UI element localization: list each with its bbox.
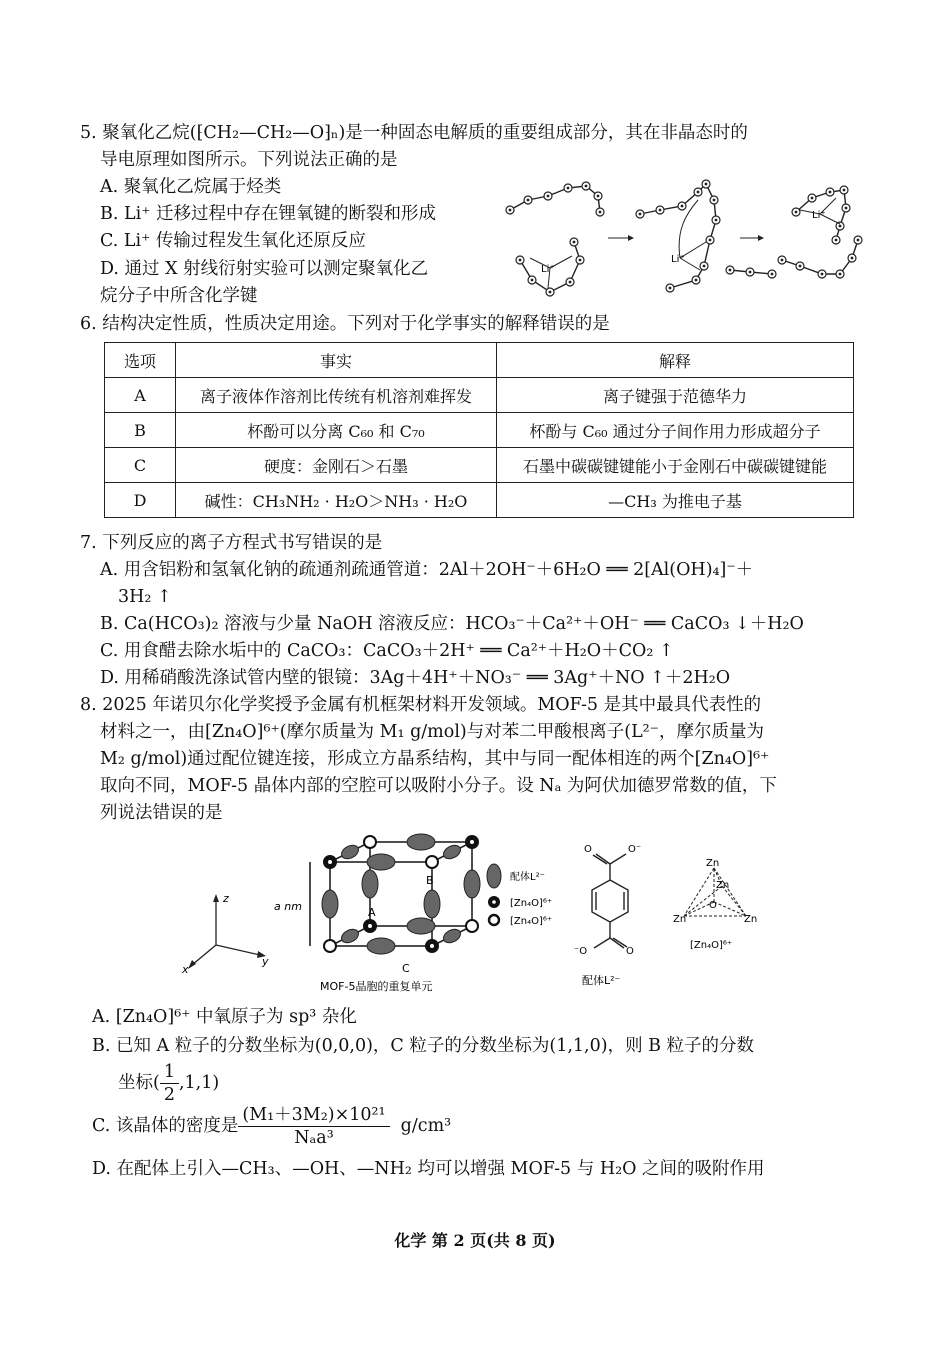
q8-option-b-prefix: 坐标( [118,1073,160,1093]
cell-option: A [105,378,176,413]
point-c-label: C [402,962,410,975]
edge-length-label: a nm [274,900,302,913]
page-footer: 化学 第 2 页(共 8 页) [394,1231,556,1250]
q8-stem-line4: 取向不同，MOF-5 晶体内部的空腔可以吸附小分子。设 Nₐ 为阿伏加德罗常数的值，下 [100,776,777,796]
li-label-3: Li⁺ [812,210,826,221]
density-num: (M₁＋3M₂)×10²¹ [238,1104,389,1127]
li-label-1: Li⁺ [541,264,555,275]
q8-option-c-prefix: C. 该晶体的密度是 [92,1116,239,1136]
density-fraction [238,1104,389,1149]
cluster-zn-4: Zn [744,914,758,925]
cell-option: B [105,413,176,448]
cell-explanation: 杯酚与 C₆₀ 通过分子间作用力形成超分子 [497,413,854,448]
cluster-o: O [709,900,717,911]
axis-x-label: x [182,963,189,976]
axis-y-label: y [262,955,269,968]
legend-zn-dark: [Zn₄O]⁶⁺ [510,898,553,909]
mof5-figure [170,830,790,1000]
legend-ligand: 配体L²⁻ [510,872,545,883]
cell-caption: MOF-5晶胞的重复单元 [320,980,433,993]
q5-stem-line1: 5. 聚氧化乙烷(⁅CH₂—CH₂—O⁆ₙ)是一种固态电解质的重要组成部分，其在非晶态时的 [80,123,748,143]
density-unit: g/cm³ [400,1116,452,1136]
q8-stem-line3: M₂ g/mol)通过配位键连接，形成立方晶系结构，其中与同一配体相连的两个[Zn₄O]⁶⁺ [100,749,770,769]
table-row [105,448,854,483]
cell-fact: 杯酚可以分离 C₆₀ 和 C₇₀ [176,413,497,448]
ligand-o-top: O⁻ [628,844,642,855]
table-header-row [105,343,854,378]
q8-option-c [92,1100,451,1152]
q8-option-b-suffix: ,1,1) [178,1073,220,1093]
frac-den: 2 [163,1085,175,1105]
point-a-label: A [368,906,376,919]
q6-stem: 6. 结构决定性质，性质决定用途。下列对于化学事实的解释错误的是 [80,314,610,334]
table-row [105,413,854,448]
legend-zn-light: [Zn₄O]⁶⁺ [510,916,553,927]
cell-fact: 碱性：CH₃NH₂ · H₂O＞NH₃ · H₂O [176,483,497,518]
cell-explanation: 离子键强于范德华力 [497,378,854,413]
ligand-o-bot2: O [626,946,634,957]
frac-num: 1 [160,1061,179,1084]
point-b-label: B [426,874,434,887]
q7-option-c: C. 用食醋去除水垢中的 CaCO₃：CaCO₃＋2H⁺ ══ Ca²⁺＋H₂O＋CO₂ ↑ [100,641,674,661]
q8-option-a: A. [Zn₄O]⁶⁺ 中氧原子为 sp³ 杂化 [92,1007,357,1027]
cluster-caption: [Zn₄O]⁶⁺ [690,940,733,951]
ligand-o-top2: O [584,844,592,855]
cell-explanation: —CH₃ 为推电子基 [497,483,854,518]
q5-stem-line2: 导电原理如图所示。下列说法正确的是 [100,150,398,170]
q8-stem-line5: 列说法错误的是 [100,803,223,823]
header-option: 选项 [105,343,176,378]
q7-stem: 7. 下列反应的离子方程式书写错误的是 [80,533,383,553]
q5-option-d-cont: 烷分子中所含化学键 [100,286,258,306]
header-fact: 事实 [176,343,497,378]
cluster-zn-3: Zn [673,914,687,925]
cell-option: C [105,448,176,483]
ligand-caption: 配体L²⁻ [582,974,621,987]
q7-option-d: D. 用稀硝酸洗涤试管内壁的银镜：3Ag＋4H⁺＋NO₃⁻ ══ 3Ag⁺＋NO ↑＋2H₂O [100,668,731,688]
q5-option-c: C. Li⁺ 传输过程发生氧化还原反应 [100,231,366,251]
table-row [105,378,854,413]
axis-z-label: z [223,892,229,905]
li-label-2: Li⁺ [671,254,685,265]
q8-option-b: B. 已知 A 粒子的分数坐标为(0,0,0)，C 粒子的分数坐标为(1,1,0)，则 B 粒子的分数 [92,1036,755,1056]
q7-option-b: B. Ca(HCO₃)₂ 溶液与少量 NaOH 溶液反应：HCO₃⁻＋Ca²⁺＋OH⁻ ══ CaCO₃ ↓＋H₂O [100,614,804,634]
cell-explanation: 石墨中碳碳键键能小于金刚石中碳碳键键能 [497,448,854,483]
cell-fact: 离子液体作溶剂比传统有机溶剂难挥发 [176,378,497,413]
density-den: Nₐa³ [294,1128,334,1148]
q7-option-a-cont: 3H₂ ↑ [118,587,172,607]
header-explanation: 解释 [497,343,854,378]
q7-option-a: A. 用含铝粉和氢氧化钠的疏通剂疏通管道：2Al＋2OH⁻＋6H₂O ══ 2[Al(OH)₄]⁻＋ [100,560,754,580]
cell-fact: 硬度：金刚石＞石墨 [176,448,497,483]
q8-option-d: D. 在配体上引入—CH₃、—OH、—NH₂ 均可以增强 MOF-5 与 H₂O 之间的吸附作用 [92,1159,765,1179]
q5-option-b: B. Li⁺ 迁移过程中存在锂氧键的断裂和形成 [100,204,437,224]
li-transport-diagram [500,170,870,300]
cell-option: D [105,483,176,518]
q8-stem-line2: 材料之一，由[Zn₄O]⁶⁺(摩尔质量为 M₁ g/mol)与对苯二甲酸根离子(L²⁻，摩尔质量为 [100,722,764,742]
cluster-zn-2: Zn [716,880,730,891]
cluster-zn-1: Zn [706,858,720,869]
ligand-o-bot: ⁻O [574,946,588,957]
table-row [105,483,854,518]
q8-stem-line1: 8. 2025 年诺贝尔化学奖授予金属有机框架材料开发领域。MOF-5 是其中最具代表性的 [80,695,762,715]
q5-option-a: A. 聚氧化乙烷属于烃类 [100,177,282,197]
q5-option-d: D. 通过 X 射线衍射实验可以测定聚氧化乙 [100,259,429,279]
q6-table [104,342,854,518]
